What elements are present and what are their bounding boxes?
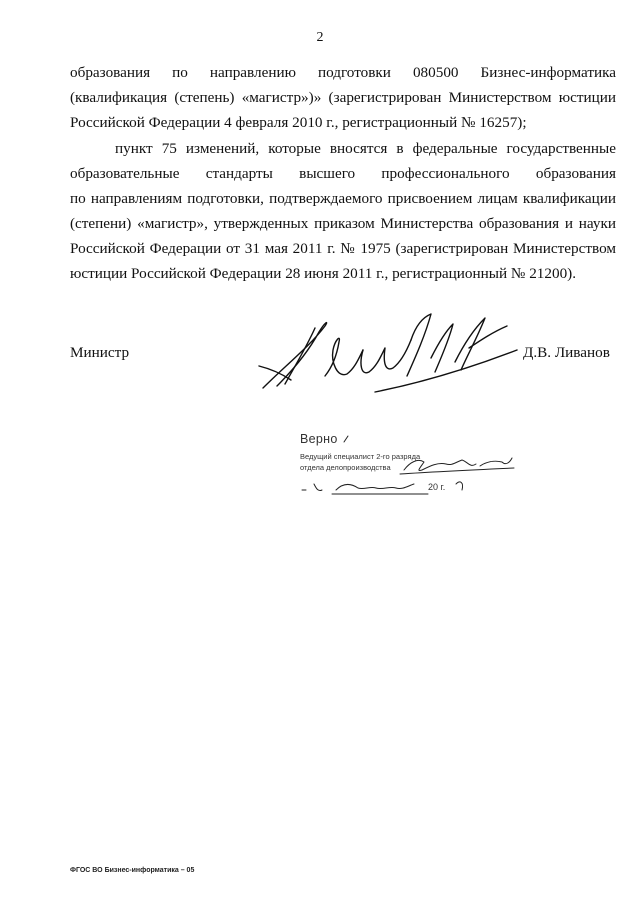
paragraph-line: пункт 75 изменений, которые вносятся в федеральные государственные — [115, 140, 616, 157]
stamp-position-line: Ведущий специалист 2-го разряда — [300, 452, 421, 461]
stamp-title: Верно — [300, 432, 338, 446]
paragraph-line: образовательные стандарты высшего профессионального образования — [70, 165, 616, 182]
paragraph-line: юстиции Российской Федерации 28 июня 2011 г., регистрационный № 21200). — [70, 265, 577, 282]
stamp-handwriting — [300, 432, 520, 512]
stamp-year-field: 20 г. — [428, 482, 446, 492]
paragraph-line: Российской Федерации от 31 мая 2011 г. № 1975 (зарегистрирован Министерством — [70, 240, 616, 257]
stamp-department-line: отдела делопроизводства — [300, 463, 391, 472]
paragraph-2 — [70, 136, 616, 286]
paragraph-line: по направлениям подготовки, подтверждаемого присвоением лицам квалификации — [70, 190, 616, 207]
minister-signature — [255, 306, 525, 401]
minister-title: Министр — [70, 344, 130, 361]
paragraph-line: (степени) «магистр», утвержденных приказом Министерства образования и науки — [70, 215, 616, 232]
footer-text: ФГОС ВО Бизнес-информатика – 05 — [70, 867, 195, 874]
minister-name: Д.В. Ливанов — [523, 344, 610, 361]
paragraph-line: (квалификация (степень) «магистр»)» (зарегистрирован Министерством юстиции — [70, 89, 616, 106]
certification-stamp — [300, 432, 520, 512]
page-number: 2 — [316, 30, 324, 45]
paragraph-line: образования по направлению подготовки 080500 Бизнес-информатика — [70, 64, 616, 81]
paragraph-line: Российской Федерации 4 февраля 2010 г., регистрационный № 16257); — [70, 114, 527, 131]
paragraph-1 — [70, 60, 616, 135]
